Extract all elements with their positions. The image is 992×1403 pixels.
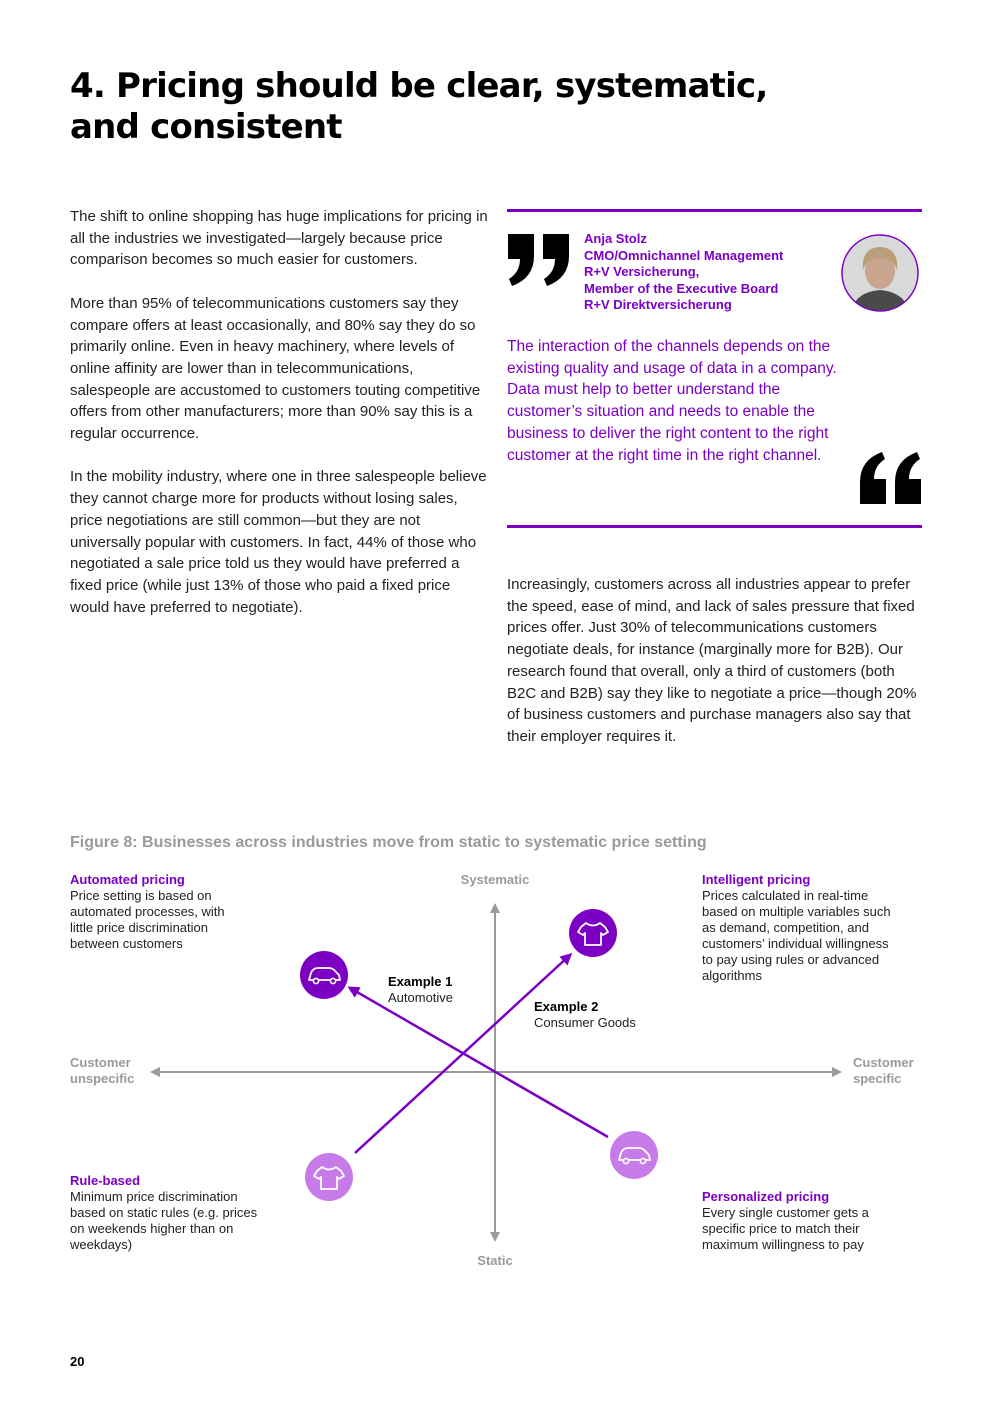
paragraph: More than 95% of telecommunications customers say they compare offers at least occasionally, and 80% say they do so primarily online. Even in heavy machinery, where levels of online affinity are lower than in telecommunications, salespeople are accustomed to customers touting competitive offers from other manufacturers; more than 90% say this is a regular occurrence. [70, 294, 481, 443]
quadrant-personalized-pricing [702, 1189, 942, 1253]
quadrant-description: Every single customer gets a specific price to match their maximum willingness to pay [702, 1205, 869, 1252]
quadrant-description: Price setting is based on automated processes, with little price discrimination between customers [70, 888, 225, 951]
quote-name-line: R+V Versicherung, [584, 264, 700, 280]
title-line-1: 4. Pricing should be clear, systematic, [70, 66, 768, 106]
axis-label-customer-unspecific: Customer unspecific [70, 1055, 135, 1086]
example-2-label: Example 2 Consumer Goods [534, 999, 636, 1030]
quadrant-title: Personalized pricing [702, 1189, 830, 1204]
quadrant-title: Automated pricing [70, 872, 185, 887]
quadrant-description: Prices calculated in real-time based on multiple variables such as demand, competition, and customers’ individual willingness to pay using rules or advanced algorithms [702, 888, 891, 983]
quadrant-title: Rule-based [70, 1173, 141, 1188]
tshirt-icon-dark [569, 909, 617, 957]
quadrant-intelligent-pricing [702, 872, 942, 984]
car-icon-light [610, 1131, 658, 1179]
quote-name-line: CMO/Omnichannel Management [584, 247, 784, 263]
quadrant-rule-based [70, 1173, 310, 1253]
quote-name-line: R+V Direktversicherung [584, 297, 732, 313]
title-line-2: and consistent [70, 107, 342, 147]
paragraph: Increasingly, customers across all industries appear to prefer the speed, ease of mind, and lack of sales pressure that fixed prices offer. Just 30% of telecommunications customers negotiate deals, for instance (marginally more for B2B). Our research found that overall, only a third of customers (both B2C and B2B) say they like to negotiate a price—though 20% of business customers and purchase managers also say that their employer requires it. [507, 576, 917, 745]
axis-label-customer-specific: Customer specific [853, 1055, 914, 1086]
quote-text: The interaction of the channels depends on the existing quality and usage of data in a company. Data must help to better understand the customer’s situation and needs to enable the business to deliver the right content to the right customer at the right time in the right channel. [507, 338, 837, 464]
page-number: 20 [70, 1354, 85, 1369]
car-icon-dark [300, 951, 348, 999]
paragraph: The shift to online shopping has huge implications for pricing in all the industries we investigated—largely because price comparison becomes so much easier for customers. [70, 208, 488, 269]
figure-title: Figure 8: Businesses across industries move from static to systematic price setting [70, 834, 707, 851]
quadrant-title: Intelligent pricing [702, 872, 811, 887]
axis-label-static: Static [477, 1253, 513, 1268]
tshirt-icon-light [305, 1153, 353, 1201]
quadrant-automated-pricing [70, 872, 300, 952]
quote-name-line: Anja Stolz [584, 231, 647, 246]
example-1-label: Example 1 Automotive [388, 974, 454, 1005]
axis-label-systematic: Systematic [460, 872, 530, 887]
quadrant-description: Minimum price discrimination based on static rules (e.g. prices on weekends higher than on weekdays) [70, 1189, 258, 1252]
quote-name-line: Member of the Executive Board [584, 280, 779, 296]
paragraph: In the mobility industry, where one in three salespeople believe they cannot charge more for products without losing sales, price negotiations are still common—but they are not universally popular with customers. In fact, 44% of those who negotiated a sale price told us they would have preferred a fixed price (while just 13% of those who paid a fixed price would have preferred to negotiate). [70, 468, 487, 616]
